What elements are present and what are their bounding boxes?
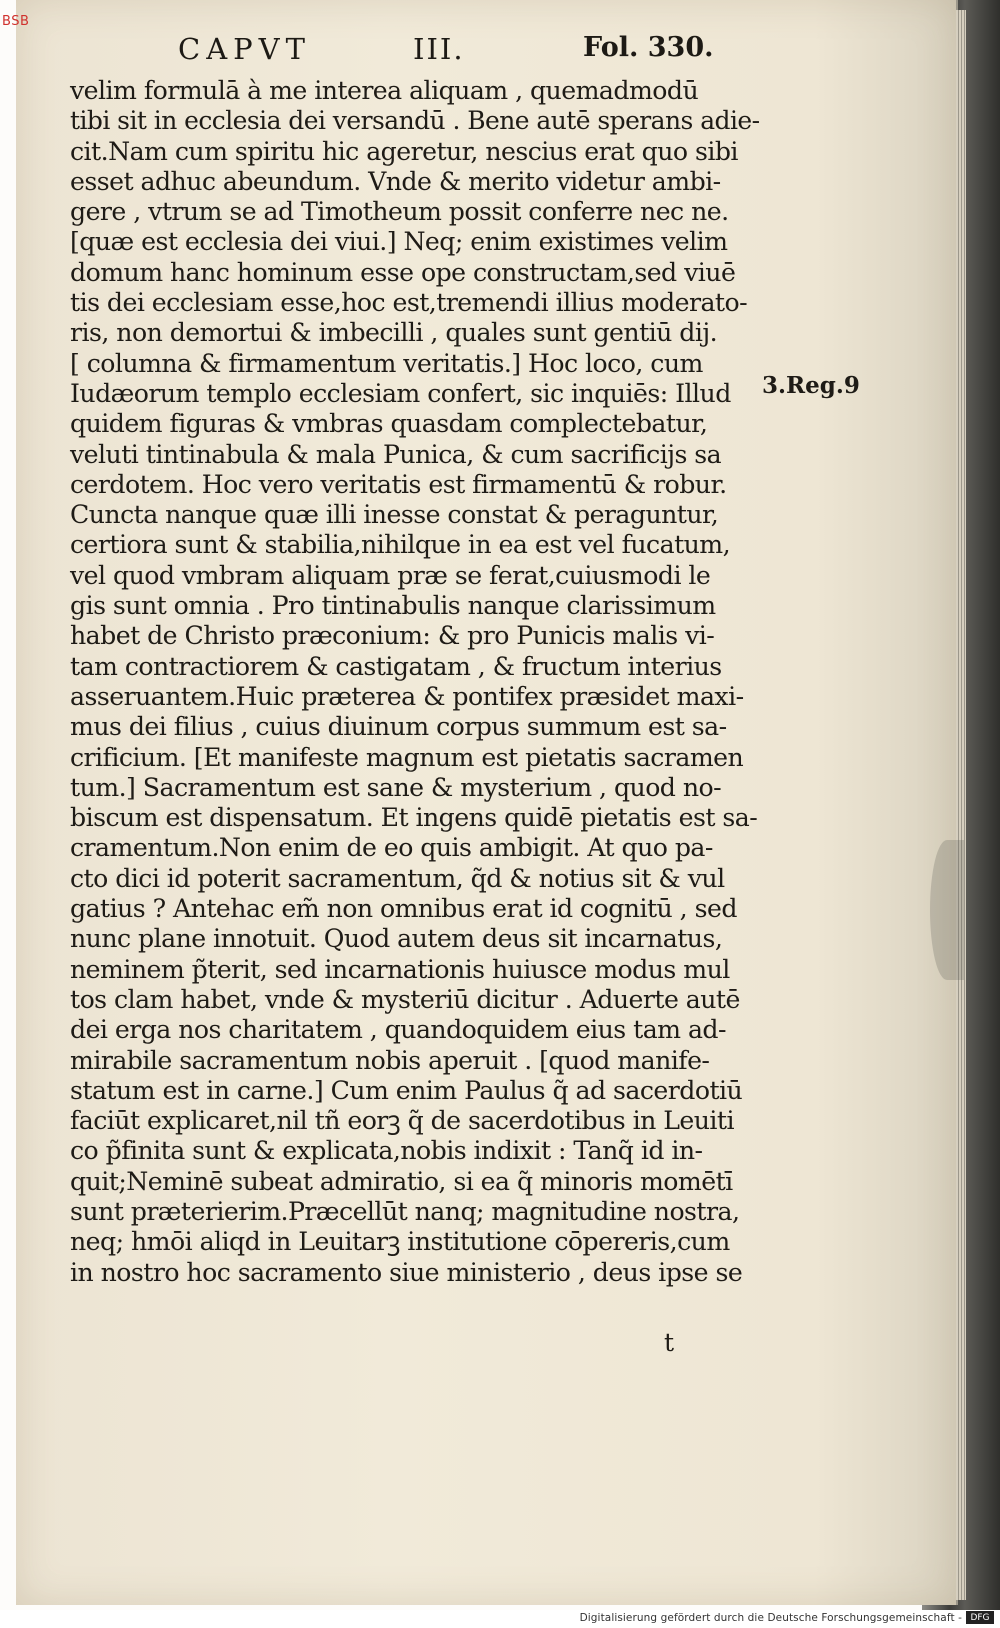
text-line: tam contractiorem & castigatam , & fructum interius bbox=[70, 651, 722, 681]
text-line: quit;Neminē subeat admiratio, si ea q̃ minoris momētī bbox=[70, 1166, 733, 1196]
text-line: biscum est dispensatum. Et ingens quidē pietatis est sa- bbox=[70, 803, 758, 833]
running-head-chapter: III. bbox=[413, 32, 465, 66]
text-line: neq; hmōi aliqd in Leuitarꝫ institutione cōpereris,cum bbox=[70, 1227, 730, 1257]
text-line: quidem figuras & vmbras quasdam complectebatur, bbox=[70, 409, 708, 439]
text-line: tos clam habet, vnde & mysteriū dicitur . Aduerte autē bbox=[70, 984, 740, 1014]
text-line: cto dici id poterit sacramentum, q̃d & notius sit & vul bbox=[70, 863, 725, 893]
text-line: cramentum.Non enim de eo quis ambigit. At quo pa- bbox=[70, 833, 713, 863]
text-line: cerdotem. Hoc vero veritatis est firmamentū & robur. bbox=[70, 469, 727, 499]
text-line: tibi sit in ecclesia dei versandū . Bene autē sperans adie- bbox=[70, 106, 760, 136]
text-line: domum hanc hominum esse ope constructam,sed viuē bbox=[70, 257, 736, 287]
text-line: nunc plane innotuit. Quod autem deus sit incarnatus, bbox=[70, 924, 723, 954]
text-line: [quæ est ecclesia dei viui.] Neq; enim existimes velim bbox=[70, 227, 728, 257]
text-line: certiora sunt & stabilia,nihilque in ea est vel fucatum, bbox=[70, 530, 731, 560]
text-line: sunt præterierim.Præcellūt nanq; magnitudine nostra, bbox=[70, 1196, 740, 1226]
main-text bbox=[70, 76, 760, 1288]
text-line: gatius ? Antehac em̃ non omnibus erat id cognitū , sed bbox=[70, 894, 737, 924]
catchword: t bbox=[664, 1328, 675, 1357]
library-watermark: BSB bbox=[2, 14, 30, 29]
running-head bbox=[178, 32, 718, 72]
page-edges bbox=[956, 10, 966, 1600]
dfg-logo: DFG bbox=[966, 1611, 994, 1624]
text-line: veluti tintinabula & mala Punica, & cum sacrificijs sa bbox=[70, 439, 722, 469]
text-line: neminem p̃terit, sed incarnationis huiusce modus mul bbox=[70, 954, 730, 984]
margin-note: 3.Reg.9 bbox=[762, 372, 860, 399]
text-line: asseruantem.Huic præterea & pontifex præsidet maxi- bbox=[70, 681, 744, 711]
text-line: velim formulā à me interea aliquam , quemadmodū bbox=[70, 76, 699, 105]
running-head-caput: CAPVT bbox=[178, 32, 311, 66]
text-line: statum est in carne.] Cum enim Paulus q̃ ad sacerdotiū bbox=[70, 1075, 743, 1105]
text-line: gere , vtrum se ad Timotheum possit conferre nec ne. bbox=[70, 197, 729, 227]
text-line: gis sunt omnia . Pro tintinabulis nanque clarissimum bbox=[70, 591, 716, 621]
text-line: esset adhuc abeundum. Vnde & merito videtur ambi- bbox=[70, 166, 721, 196]
text-line: tis dei ecclesiam esse,hoc est,tremendi illius moderato- bbox=[70, 288, 748, 318]
text-line: faciūt explicaret,nil tñ eorꝫ q̃ de sacerdotibus in Leuiti bbox=[70, 1106, 734, 1136]
text-line: cit.Nam cum spiritu hic ageretur, nescius erat quo sibi bbox=[70, 136, 738, 166]
footer-credit: Digitalisierung gefördert durch die Deutsche Forschungsgemeinschaft - bbox=[579, 1612, 962, 1624]
text-line: mus dei filius , cuius diuinum corpus summum est sa- bbox=[70, 712, 727, 742]
text-line: habet de Christo præconium: & pro Punicis malis vi- bbox=[70, 621, 715, 651]
running-head-folio: Fol. 330. bbox=[583, 32, 714, 63]
text-line: in nostro hoc sacramento siue ministerio , deus ipse se bbox=[70, 1257, 743, 1287]
text-line: vel quod vmbram aliquam præ se ferat,cuiusmodi le bbox=[70, 560, 711, 590]
page-fold-shadow bbox=[930, 840, 964, 980]
text-line: [ columna & firmamentum veritatis.] Hoc loco, cum bbox=[70, 348, 703, 378]
text-line: Iudæorum templo ecclesiam confert, sic inquiēs: Illud bbox=[70, 378, 731, 408]
text-line: Cuncta nanque quæ illi inesse constat & peraguntur, bbox=[70, 500, 719, 530]
text-line: dei erga nos charitatem , quandoquidem eius tam ad- bbox=[70, 1015, 726, 1045]
text-line: co p̃finita sunt & explicata,nobis indixit : Tanq̃ id in- bbox=[70, 1136, 703, 1166]
text-line: ris, non demortui & imbecilli , quales sunt gentiū dij. bbox=[70, 318, 718, 348]
text-line: mirabile sacramentum nobis aperuit . [quod manife- bbox=[70, 1045, 710, 1075]
text-line: crificium. [Et manifeste magnum est pietatis sacramen bbox=[70, 742, 744, 772]
text-line: tum.] Sacramentum est sane & mysterium , quod no- bbox=[70, 772, 722, 802]
